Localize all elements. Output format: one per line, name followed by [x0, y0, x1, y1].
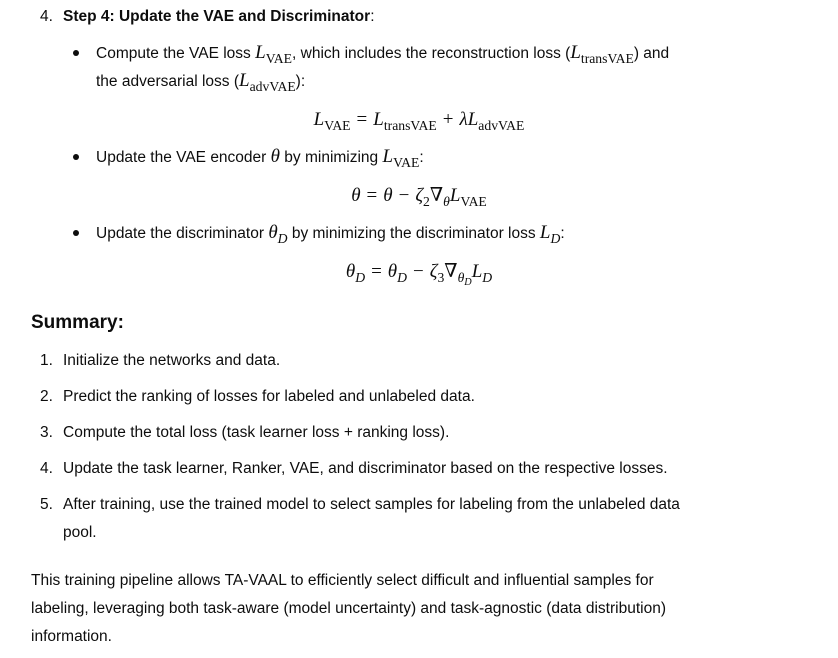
bullet-1-dot [73, 50, 79, 56]
conclusion-line-1: This training pipeline allows TA-VAAL to efficiently select difficult and influential samples for [31, 572, 654, 589]
equation-theta-d-update: $\theta_D = \theta_D - \zeta_3\nabla_{\theta_D}L_D$ [345, 261, 493, 288]
bullet-1-text-e: ): [295, 73, 306, 90]
step4-colon: : [370, 8, 375, 25]
summary-item-4: Update the task learner, Ranker, VAE, and discriminator based on the respective losses. [63, 460, 668, 477]
summary-item-3-number: 3. [40, 424, 53, 441]
theta-d-symbol: $\theta_D$ [268, 222, 288, 246]
bullet-3-text-b: by minimizing the discriminator loss [287, 225, 540, 242]
bullet-2-line [96, 143, 424, 177]
bullet-2-dot [73, 154, 79, 160]
equation-vae-loss: $L_{VAE} = L_{transVAE} + \lambda L_{advVAE}$ [313, 109, 525, 133]
step4-heading [63, 3, 375, 31]
summary-item-3: Compute the total loss (task learner loss + ranking loss). [63, 424, 450, 441]
theta-symbol: θ [270, 146, 280, 167]
step4-number: 4. [40, 8, 53, 25]
conclusion-line-2: labeling, leveraging both task-aware (model uncertainty) and task-agnostic (data distribution) [31, 600, 666, 617]
l-transvae-symbol: $L_{transVAE}$ [570, 42, 634, 66]
conclusion-line-3: information. [31, 628, 112, 645]
bullet-1-line-2 [96, 67, 305, 101]
bullet-2-text-a: Update the VAE encoder [96, 149, 271, 166]
l-d-symbol: $L_D$ [539, 222, 561, 246]
equation-theta-update: $\theta = \theta - \zeta_2\nabla_\theta L_{VAE}$ [351, 185, 487, 209]
l-vae-symbol: $L_{VAE}$ [255, 42, 293, 66]
bullet-2-text-b: by minimizing [279, 149, 383, 166]
bullet-2-text-c: : [419, 149, 424, 166]
summary-item-2-number: 2. [40, 388, 53, 405]
summary-item-1: Initialize the networks and data. [63, 352, 281, 369]
summary-item-5-number: 5. [40, 496, 53, 513]
bullet-3-text-a: Update the discriminator [96, 225, 269, 242]
bullet-1-text-a: Compute the VAE loss [96, 45, 256, 62]
summary-heading: Summary: [31, 312, 124, 333]
bullet-3-text-c: : [560, 225, 565, 242]
bullet-3-line [96, 219, 565, 253]
summary-item-4-number: 4. [40, 460, 53, 477]
l-vae-symbol-2: $L_{VAE}$ [382, 146, 420, 170]
summary-item-5: After training, use the trained model to select samples for labeling from the unlabeled data [63, 496, 680, 513]
bullet-1-text-d: the adversarial loss ( [96, 73, 240, 90]
bullet-3-dot [73, 230, 79, 236]
bullet-1-text-c: ) and [633, 45, 670, 62]
summary-item-2: Predict the ranking of losses for labeled and unlabeled data. [63, 388, 475, 405]
step4-title: Step 4: Update the VAE and Discriminator [63, 8, 371, 25]
bullet-1-text-b: , which includes the reconstruction loss ( [292, 45, 571, 62]
summary-item-1-number: 1. [40, 352, 53, 369]
summary-item-5-continuation: pool. [63, 524, 97, 541]
l-advvae-symbol: $L_{advVAE}$ [239, 70, 296, 94]
